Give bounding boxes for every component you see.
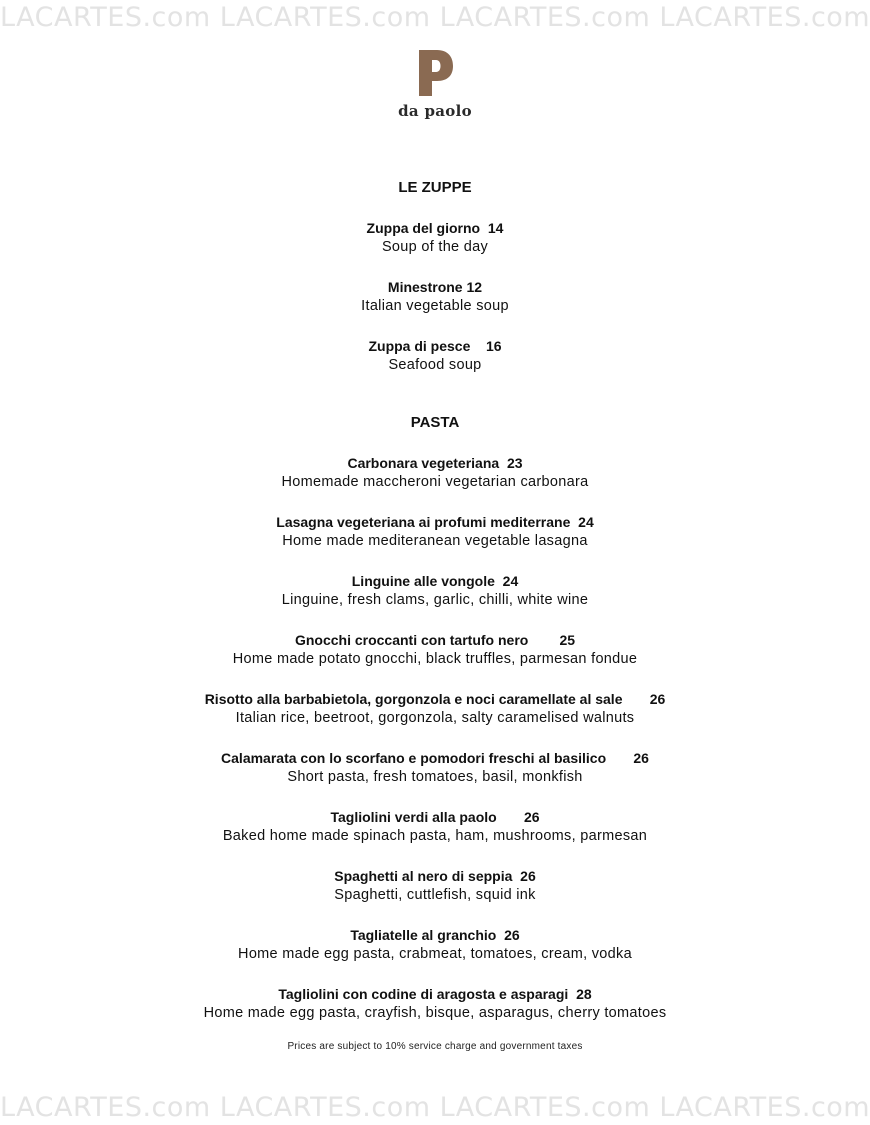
- item-name: Carbonara vegeteriana: [347, 455, 500, 471]
- item-price: 26: [649, 691, 666, 707]
- menu-item: [0, 631, 870, 669]
- item-price: 26: [520, 868, 536, 884]
- menu-item: [0, 337, 870, 375]
- item-name: Tagliatelle al granchio: [350, 927, 497, 943]
- item-price: 24: [502, 573, 519, 589]
- item-head: [0, 631, 870, 650]
- item-price: 14: [487, 220, 504, 236]
- watermark-bottom: LACARTES.com LACARTES.com LACARTES.com LACARTES.com: [0, 1092, 870, 1123]
- item-description: Linguine, fresh clams, garlic, chilli, white wine: [281, 592, 589, 608]
- menu-item: [0, 926, 870, 964]
- menu-item: [0, 454, 870, 492]
- item-gap: [568, 986, 576, 1002]
- item-description: Home made egg pasta, crabmeat, tomatoes, cream, vodka: [238, 946, 632, 962]
- menu-item: [0, 219, 870, 257]
- menu-item: [0, 749, 870, 787]
- item-description: Spaghetti, cuttlefish, squid ink: [334, 887, 536, 903]
- item-name: Gnocchi croccanti con tartufo nero: [294, 632, 529, 648]
- item-head: [0, 572, 870, 591]
- item-gap: [570, 514, 578, 530]
- item-gap: [480, 220, 488, 236]
- item-price: 12: [466, 279, 483, 295]
- item-head: [0, 278, 870, 297]
- item-description: Italian vegetable soup: [361, 298, 509, 314]
- watermark-top: LACARTES.com LACARTES.com LACARTES.com LACARTES.com: [0, 2, 870, 33]
- item-head: [0, 690, 870, 709]
- item-gap: [512, 868, 520, 884]
- item-gap: [528, 632, 559, 648]
- item-price: 23: [506, 455, 523, 471]
- item-name: Lasagna vegeteriana ai profumi mediterrane: [276, 514, 571, 530]
- item-price: 26: [523, 809, 540, 825]
- item-name: Zuppa del giorno: [366, 220, 481, 236]
- item-gap: [496, 927, 504, 943]
- item-description: Baked home made spinach pasta, ham, mushrooms, parmesan: [222, 828, 648, 844]
- item-name: Spaghetti al nero di seppia: [334, 868, 513, 884]
- item-price: 28: [576, 986, 592, 1002]
- section-pasta: [0, 413, 870, 1023]
- item-head: [0, 867, 870, 886]
- menu-item: [0, 572, 870, 610]
- menu-item: [0, 808, 870, 846]
- logo-p-icon: [415, 48, 455, 98]
- menu-body: [0, 178, 870, 1023]
- item-gap: [470, 338, 486, 354]
- item-price: 24: [578, 514, 594, 530]
- item-gap: [622, 691, 649, 707]
- item-description: Home made potato gnocchi, black truffles, parmesan fondue: [232, 651, 638, 667]
- item-head: [0, 219, 870, 238]
- item-name: Zuppa di pesce: [368, 338, 471, 354]
- item-gap: [497, 809, 524, 825]
- item-name: Minestrone: [387, 279, 463, 295]
- menu-item: [0, 985, 870, 1023]
- item-description: Homemade maccheroni vegetarian carbonara: [281, 474, 589, 490]
- service-charge-note: Prices are subject to 10% service charge and government taxes: [287, 1041, 583, 1052]
- menu-item: [0, 690, 870, 728]
- item-head: [0, 454, 870, 473]
- item-gap: [606, 750, 633, 766]
- section-title: LE ZUPPE: [398, 179, 472, 196]
- item-description: Short pasta, fresh tomatoes, basil, monkfish: [287, 769, 583, 785]
- item-price: 25: [559, 632, 576, 648]
- item-description: Home made egg pasta, crayfish, bisque, asparagus, cherry tomatoes: [203, 1005, 667, 1021]
- item-price: 16: [485, 338, 502, 354]
- item-head: [0, 985, 870, 1004]
- item-name: Risotto alla barbabietola, gorgonzola e noci caramellate al sale: [204, 691, 623, 707]
- item-description: Seafood soup: [388, 357, 482, 373]
- item-price: 26: [504, 927, 520, 943]
- restaurant-logo: [0, 48, 870, 120]
- item-head: [0, 749, 870, 768]
- menu-item: [0, 278, 870, 316]
- item-name: Calamarata con lo scorfano e pomodori freschi al basilico: [221, 750, 607, 766]
- item-name: Tagliolini con codine di aragosta e asparagi: [278, 986, 569, 1002]
- item-name: Tagliolini verdi alla paolo: [330, 809, 497, 825]
- item-gap: [499, 455, 507, 471]
- item-price: 26: [633, 750, 649, 766]
- logo-wordmark: da paolo: [398, 102, 472, 120]
- item-head: [0, 926, 870, 945]
- menu-item: [0, 867, 870, 905]
- item-gap: [495, 573, 503, 589]
- item-head: [0, 808, 870, 827]
- item-description: Italian rice, beetroot, gorgonzola, salty caramelised walnuts: [235, 710, 635, 726]
- section-le-zuppe: [0, 178, 870, 375]
- item-head: [0, 513, 870, 532]
- item-name: Linguine alle vongole: [351, 573, 495, 589]
- section-title: PASTA: [410, 414, 460, 431]
- item-description: Soup of the day: [381, 239, 489, 255]
- item-head: [0, 337, 870, 356]
- menu-item: [0, 513, 870, 551]
- item-description: Home made mediteranean vegetable lasagna: [282, 533, 588, 549]
